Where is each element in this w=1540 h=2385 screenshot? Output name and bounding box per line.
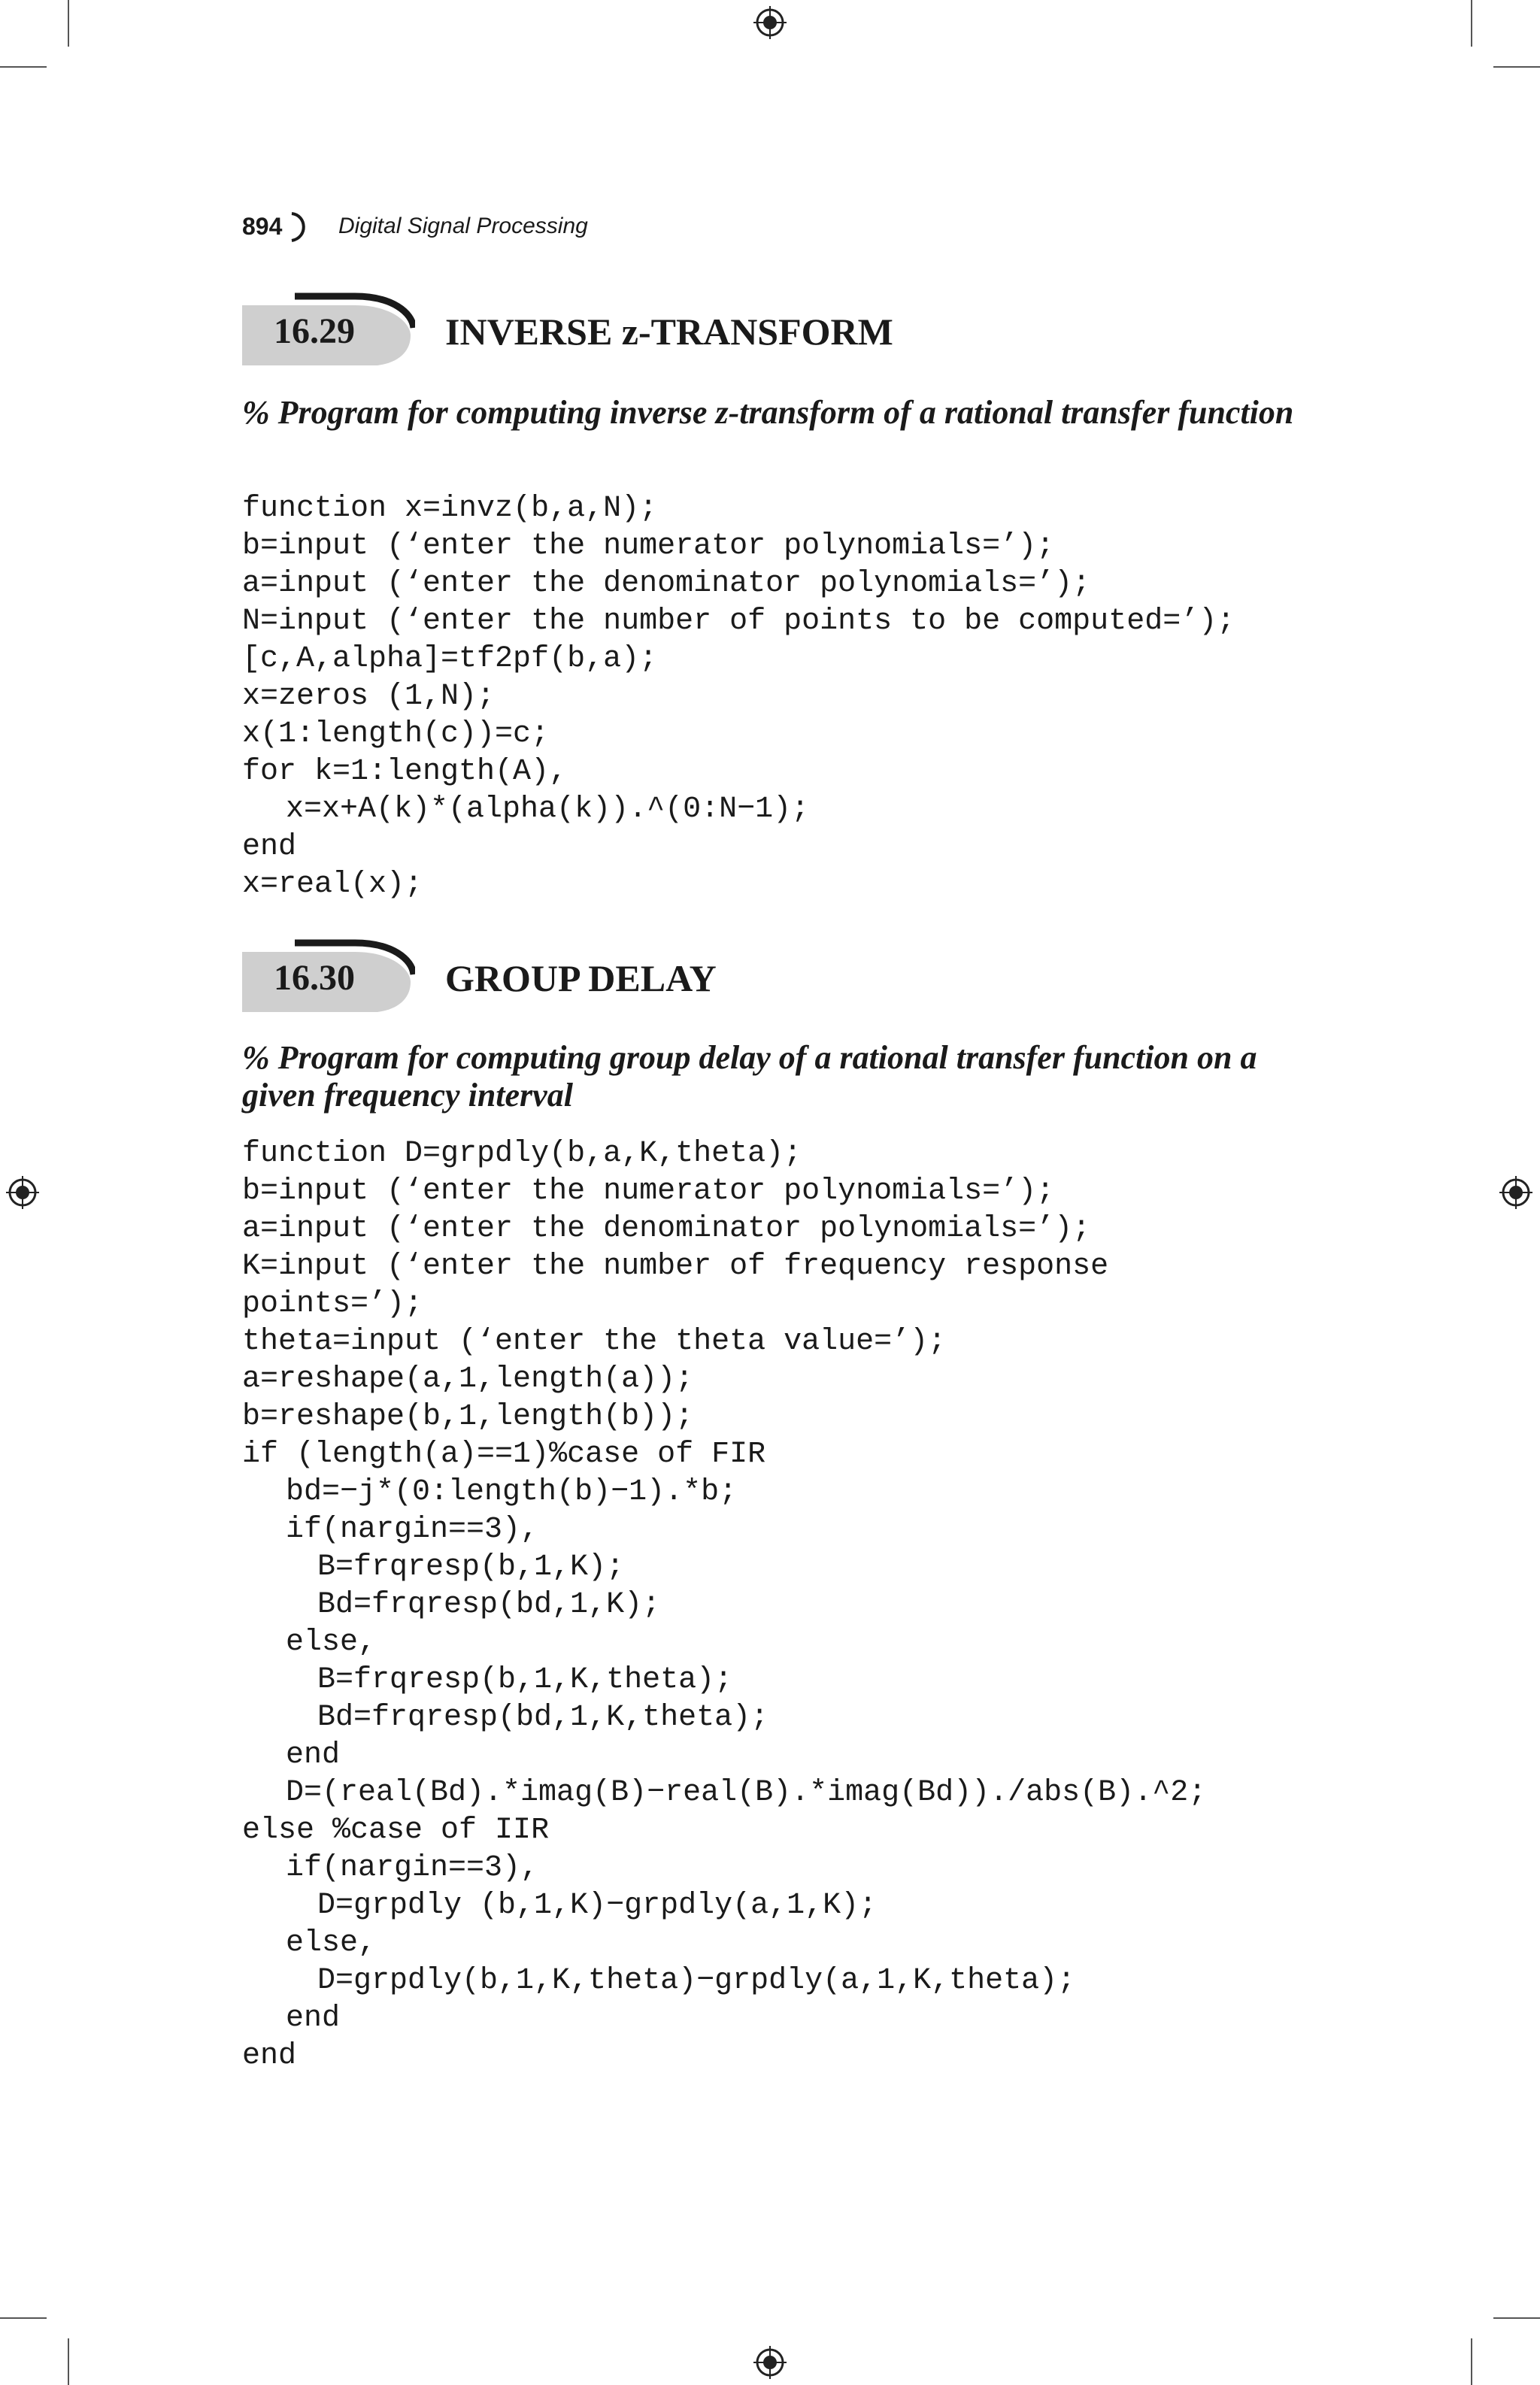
header-arc-icon <box>286 208 313 245</box>
crop-mark <box>1471 2338 1472 2385</box>
code-line: theta=input (‘enter the theta value=’); <box>242 1325 947 1359</box>
crop-mark <box>1471 0 1472 47</box>
code-line: b=input (‘enter the numerator polynomials=’); <box>242 1174 1055 1208</box>
crop-mark <box>1493 66 1540 68</box>
section-title: INVERSE z-TRANSFORM <box>445 311 893 353</box>
code-line: bd=−j*(0:length(b)−1).*b; <box>286 1475 738 1509</box>
code-line: end <box>242 2039 297 2073</box>
code-line: end <box>286 1738 341 1772</box>
code-line: a=input (‘enter the denominator polynomials=’); <box>242 567 1091 601</box>
code-line: D=grpdly (b,1,K)−grpdly(a,1,K); <box>317 1889 878 1923</box>
code-line: end <box>242 830 297 864</box>
code-line: B=frqresp(b,1,K); <box>317 1550 625 1584</box>
code-line: [c,A,alpha]=tf2pf(b,a); <box>242 642 658 676</box>
section-title: GROUP DELAY <box>445 957 717 999</box>
code-line: Bd=frqresp(bd,1,K); <box>317 1588 661 1622</box>
code-line: D=grpdly(b,1,K,theta)−grpdly(a,1,K,theta); <box>317 1964 1076 1998</box>
code-line: if(nargin==3), <box>286 1851 539 1885</box>
code-line: else, <box>286 1626 377 1659</box>
code-line: x=real(x); <box>242 868 423 902</box>
crop-mark <box>68 2338 69 2385</box>
section-number: 16.30 <box>274 958 355 998</box>
code-line: a=input (‘enter the denominator polynomials=’); <box>242 1212 1091 1246</box>
code-line: if(nargin==3), <box>286 1513 539 1547</box>
registration-mark-icon <box>753 6 787 39</box>
code-line: B=frqresp(b,1,K,theta); <box>317 1663 733 1697</box>
registration-mark-icon <box>1499 1176 1532 1209</box>
code-line: else %case of IIR <box>242 1814 550 1847</box>
crop-mark <box>0 2317 47 2319</box>
code-listing <box>242 1135 1206 2075</box>
crop-mark <box>1493 2317 1540 2319</box>
program-comment: % Program for computing inverse z-transform of a rational transfer function <box>242 394 1294 431</box>
code-line: N=input (‘enter the number of points to be computed=’); <box>242 605 1235 638</box>
registration-mark-icon <box>753 2346 787 2379</box>
code-line: points=’); <box>242 1287 423 1321</box>
code-line: x=zeros (1,N); <box>242 680 496 714</box>
code-line: D=(real(Bd).*imag(B)−real(B).*imag(Bd))./abs(B).^2; <box>286 1776 1207 1810</box>
page-number: 894 <box>242 213 283 240</box>
code-line: a=reshape(a,1,length(a)); <box>242 1362 694 1396</box>
code-line: x=x+A(k)*(alpha(k)).^(0:N−1); <box>286 792 810 826</box>
code-line: x(1:length(c))=c; <box>242 717 550 751</box>
program-comment: % Program for computing group delay of a rational transfer function on a given frequency interval <box>242 1039 1257 1114</box>
registration-mark-icon <box>6 1176 39 1209</box>
code-line: Bd=frqresp(bd,1,K,theta); <box>317 1701 769 1735</box>
code-line: function D=grpdly(b,a,K,theta); <box>242 1137 802 1171</box>
code-line: end <box>286 2002 341 2035</box>
crop-mark <box>68 0 69 47</box>
code-line: if (length(a)==1)%case of FIR <box>242 1438 766 1471</box>
section-number: 16.29 <box>274 311 355 351</box>
code-line: b=reshape(b,1,length(b)); <box>242 1400 694 1434</box>
code-line: else, <box>286 1926 377 1960</box>
crop-mark <box>0 66 47 68</box>
code-line: function x=invz(b,a,N); <box>242 492 658 526</box>
book-title: Digital Signal Processing <box>338 214 588 238</box>
code-line: b=input (‘enter the numerator polynomials=’); <box>242 529 1055 563</box>
code-line: for k=1:length(A), <box>242 755 568 789</box>
code-line: K=input (‘enter the number of frequency response <box>242 1250 1109 1283</box>
code-listing <box>242 490 1235 904</box>
